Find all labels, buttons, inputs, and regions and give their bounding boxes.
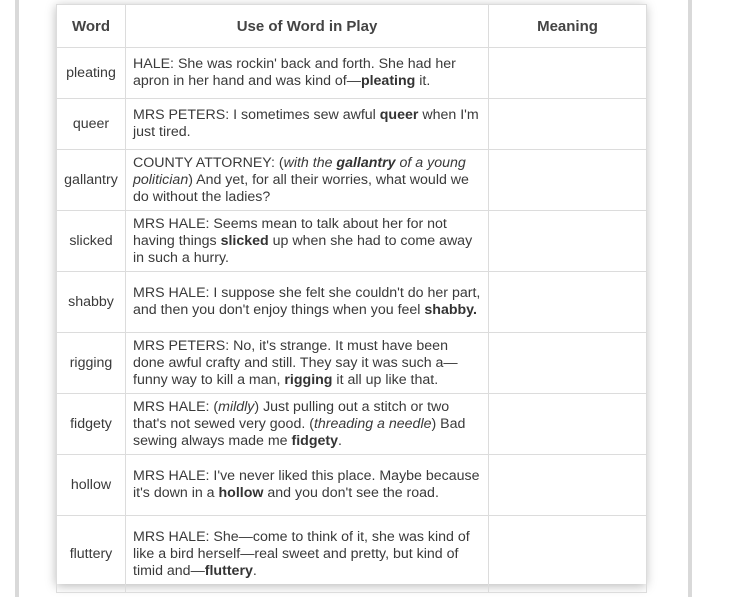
quote-text: mildly [218, 398, 255, 415]
quote-cell [126, 150, 489, 211]
vocabulary-table-card [56, 4, 646, 584]
quote-text: MRS HALE: I suppose she felt she couldn't do her part, and then you don't enjoy things when you feel [133, 285, 481, 318]
word-cell: rigging [57, 333, 126, 394]
highlighted-word: rigging [284, 371, 333, 388]
quote-text: of a young politician [133, 154, 466, 188]
page-frame-right-line [688, 0, 692, 597]
meaning-cell[interactable] [489, 333, 647, 394]
meaning-cell[interactable] [489, 150, 647, 211]
table-row [57, 516, 647, 593]
quote-text: HALE: She was rockin' back and forth. She had her apron in her hand and was kind of— [133, 56, 456, 89]
quote-cell [126, 394, 489, 455]
word-cell: queer [57, 99, 126, 150]
meaning-cell[interactable] [489, 394, 647, 455]
quote-text: MRS HALE: She—come to think of it, she was kind of like a bird herself—real sweet and pretty, but kind of timid and— [133, 528, 470, 579]
word-cell: shabby [57, 272, 126, 333]
quote-cell [126, 455, 489, 516]
quote-cell [126, 516, 489, 593]
quote-text: ) Just pulling out a stitch or two that's not sewed very good. ( [133, 398, 450, 432]
meaning-cell[interactable] [489, 48, 647, 99]
header-use-of-word: Use of Word in Play [126, 5, 489, 48]
quote-cell [126, 99, 489, 150]
meaning-cell[interactable] [489, 99, 647, 150]
word-cell: slicked [57, 211, 126, 272]
highlighted-word: slicked [220, 232, 269, 249]
quote-text: . [338, 432, 342, 449]
quote-text: ) Bad sewing always made me [133, 415, 466, 449]
meaning-cell[interactable] [489, 516, 647, 593]
quote-text: MRS HALE: Seems mean to talk about her for not having things [133, 215, 447, 249]
table-row [57, 211, 647, 272]
highlighted-word: fluttery [204, 562, 253, 579]
table-row [57, 333, 647, 394]
quote-text: . [252, 562, 257, 579]
word-cell: fluttery [57, 516, 126, 593]
meaning-cell[interactable] [489, 272, 647, 333]
table-row [57, 48, 647, 99]
quote-text: ) And yet, for all their worries, what would we do without the ladies? [133, 171, 469, 205]
table-row [57, 272, 647, 333]
header-meaning: Meaning [489, 5, 647, 48]
highlighted-word: queer [379, 107, 419, 123]
table-row [57, 150, 647, 211]
quote-text: up when she had to come away in such a hurry. [133, 232, 473, 266]
page-frame-left-line [15, 0, 19, 597]
quote-cell [126, 211, 489, 272]
word-cell: fidgety [57, 394, 126, 455]
quote-text: it all up like that. [332, 371, 439, 388]
meaning-cell[interactable] [489, 211, 647, 272]
quote-text: with the [283, 154, 337, 171]
header-word: Word [57, 5, 126, 48]
highlighted-word: gallantry [336, 154, 396, 171]
table-row [57, 394, 647, 455]
highlighted-word: shabby. [424, 302, 477, 318]
word-cell: hollow [57, 455, 126, 516]
quote-text: threading a needle [313, 415, 432, 432]
quote-text: MRS HALE: ( [133, 398, 219, 415]
table-row [57, 99, 647, 150]
quote-cell [126, 333, 489, 394]
table-header-row [57, 5, 647, 48]
word-cell: pleating [57, 48, 126, 99]
quote-text: and you don't see the road. [263, 485, 439, 501]
quote-text: MRS PETERS: No, it's strange. It must have been done awful crafty and still. They say it was such a—funny way to kill a man, [133, 337, 458, 388]
quote-text: when I'm just tired. [133, 107, 479, 140]
vocabulary-table [56, 4, 647, 593]
quote-text: it. [415, 73, 431, 89]
highlighted-word: pleating [360, 73, 416, 89]
highlighted-word: hollow [218, 485, 264, 501]
quote-cell [126, 272, 489, 333]
quote-cell [126, 48, 489, 99]
highlighted-word: fidgety [291, 432, 339, 449]
quote-text: MRS HALE: I've never liked this place. Maybe because it's down in a [133, 468, 480, 501]
quote-text: MRS PETERS: I sometimes sew awful [133, 107, 380, 123]
quote-text: COUNTY ATTORNEY: ( [133, 154, 284, 171]
meaning-cell[interactable] [489, 455, 647, 516]
word-cell: gallantry [57, 150, 126, 211]
table-row [57, 455, 647, 516]
